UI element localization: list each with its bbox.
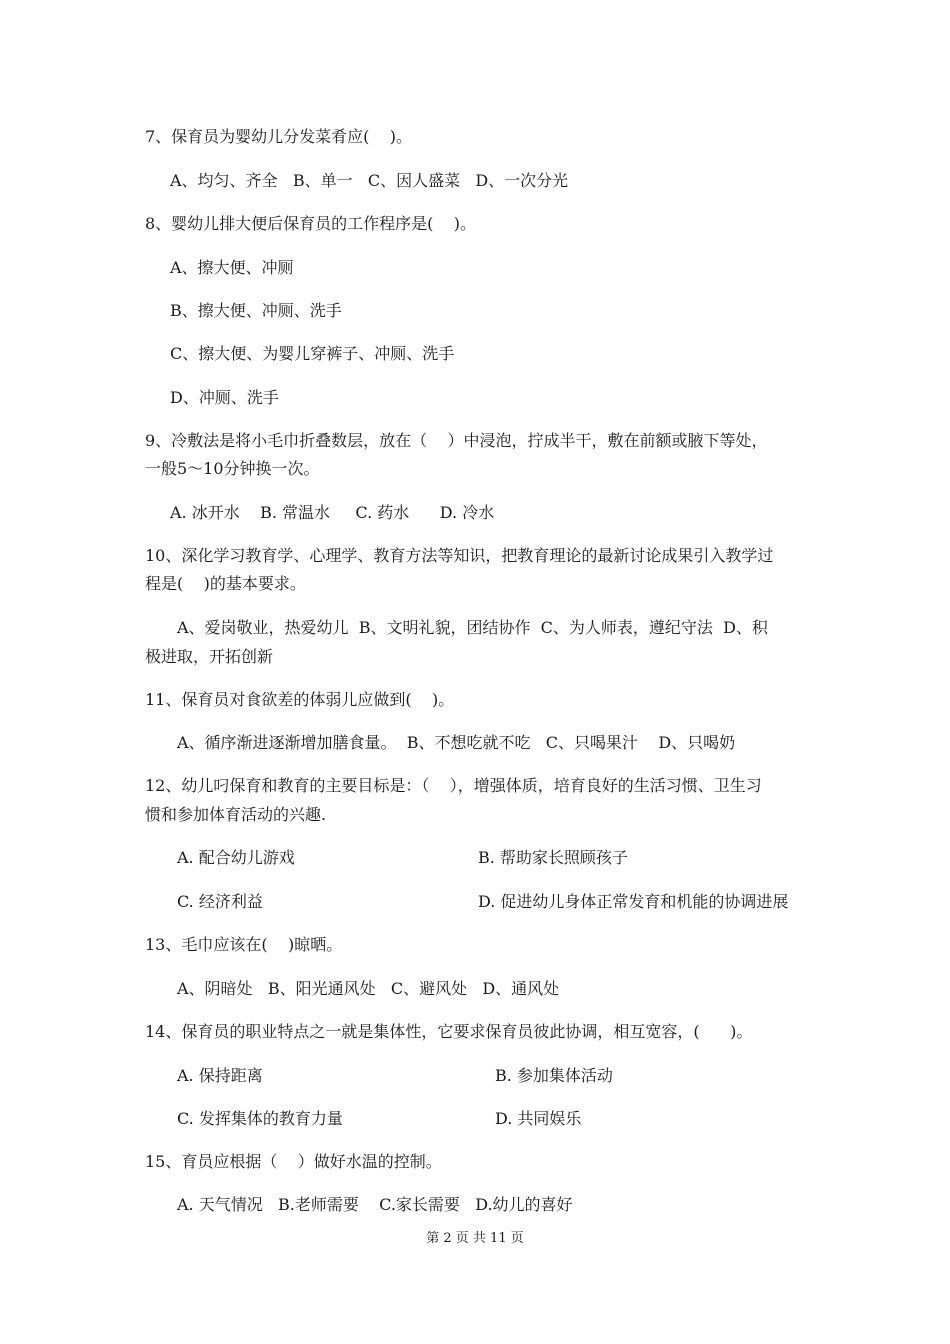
q14-option-b: B. 参加集体活动 xyxy=(495,1066,613,1085)
q10-stem-line1: 10、深化学习教育学、心理学、教育方法等知识，把教育理论的最新讨论成果引入教学过 xyxy=(145,546,774,565)
q13-options: A、阴暗处 B、阳光通风处 C、避风处 D、通风处 xyxy=(177,979,560,998)
q12-option-b: B. 帮助家长照顾孩子 xyxy=(478,848,628,867)
q11-options: A、循序渐进逐渐增加膳食量。 B、不想吃就不吃 C、只喝果汁 D、只喝奶 xyxy=(177,733,736,752)
q12-option-c: C. 经济利益 xyxy=(177,892,263,911)
q12-option-d: D. 促进幼儿身体正常发育和机能的协调进展 xyxy=(478,892,789,911)
q9-stem-line1: 9、冷敷法是将小毛巾折叠数层，放在（ ）中浸泡，拧成半干，敷在前额或腋下等处， xyxy=(145,431,768,450)
q8-option-a: A、擦大便、冲厕 xyxy=(170,258,294,277)
page-number-footer: 第 2 页 共 11 页 xyxy=(426,1231,524,1246)
q15-options: A. 天气情况 B.老师需要 C.家长需要 D.幼儿的喜好 xyxy=(177,1195,573,1214)
q8-option-b: B、擦大便、冲厕、洗手 xyxy=(170,301,342,320)
q12-option-a: A. 配合幼儿游戏 xyxy=(177,848,295,867)
q14-stem: 14、保育员的职业特点之一就是集体性，它要求保育员彼此协调，相互宽容，( )。 xyxy=(145,1022,753,1041)
q7-stem: 7、保育员为婴幼儿分发菜肴应( )。 xyxy=(145,127,413,146)
q8-option-c: C、擦大便、为婴儿穿裤子、冲厕、洗手 xyxy=(170,344,455,363)
q9-stem-line2: 一般5～10分钟换一次。 xyxy=(145,459,320,478)
q8-stem: 8、婴幼儿排大便后保育员的工作程序是( )。 xyxy=(145,214,477,233)
q7-options: A、均匀、齐全 B、单一 C、因人盛菜 D、一次分光 xyxy=(170,171,569,190)
q13-stem: 13、毛巾应该在( )晾晒。 xyxy=(145,935,343,954)
q14-option-c: C. 发挥集体的教育力量 xyxy=(177,1109,343,1128)
q12-stem-line1: 12、幼儿叼保育和教育的主要目标是：（ ），增强体质，培育良好的生活习惯、卫生习 xyxy=(145,776,762,795)
q11-stem: 11、保育员对食欲差的体弱儿应做到( )。 xyxy=(145,690,455,709)
q10-options-line2: 极进取，开拓创新 xyxy=(145,647,274,666)
q8-option-d: D、冲厕、洗手 xyxy=(170,388,279,407)
q9-options: A. 冰开水 B. 常温水 C. 药水 D. 冷水 xyxy=(170,503,495,522)
q14-option-a: A. 保持距离 xyxy=(177,1066,263,1085)
q10-stem-line2: 程是( )的基本要求。 xyxy=(145,574,306,593)
q14-option-d: D. 共同娱乐 xyxy=(495,1109,582,1128)
q15-stem: 15、育员应根据（ ）做好水温的控制。 xyxy=(145,1152,442,1171)
q12-stem-line2: 惯和参加体育活动的兴趣. xyxy=(145,805,327,824)
q10-options-line1: A、爱岗敬业，热爱幼儿 B、文明礼貌，团结协作 C、为人师表，遵纪守法 D、积 xyxy=(177,618,768,637)
